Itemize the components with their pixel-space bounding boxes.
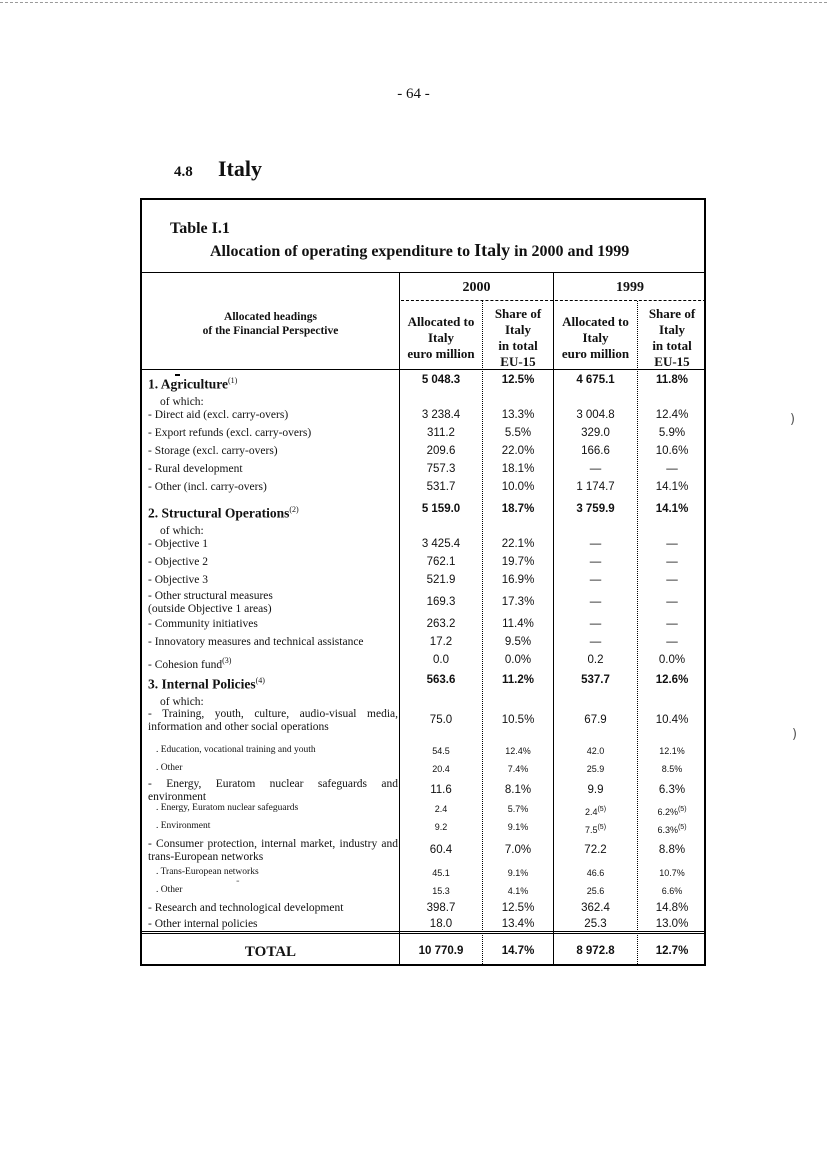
cell-value: 42.0 <box>586 746 605 756</box>
cell-s1 <box>483 918 553 931</box>
allocation-table <box>140 198 706 966</box>
cell-value: 9.9 <box>587 784 604 796</box>
cell-v2 <box>554 618 637 631</box>
cell-v2 <box>554 885 637 898</box>
cell-v1 <box>400 574 482 587</box>
cell-value: 209.6 <box>426 445 456 457</box>
cell-s1 <box>483 844 553 857</box>
cell-s1 <box>483 902 553 915</box>
cell-v1 <box>400 867 482 880</box>
scan-mark: - <box>236 876 240 887</box>
cell-v2 <box>554 918 637 931</box>
cell-value: 12.5% <box>501 374 535 386</box>
cell-value: 14.1% <box>655 503 689 515</box>
cell-v1 <box>400 844 482 857</box>
cell-s2 <box>638 481 706 494</box>
cell-s1 <box>483 481 553 494</box>
share-line: Share of <box>494 306 542 321</box>
cell-value: 521.9 <box>426 574 456 586</box>
cell-value: 169.3 <box>426 596 456 608</box>
cell-v2 <box>554 574 637 587</box>
headings-line-1: Allocated headings <box>224 311 317 323</box>
share-line: EU-15 <box>500 354 536 369</box>
row-label: - Other internal policies <box>148 918 258 930</box>
cell-value: 25.6 <box>586 886 605 896</box>
cell-v2 <box>554 556 637 569</box>
cell-value: — <box>666 618 678 630</box>
total-label: TOTAL <box>244 944 297 960</box>
row-label: . Other <box>156 885 183 895</box>
row-label: . Energy, Euratom nuclear safeguards <box>156 803 299 813</box>
cell-v1 <box>400 714 482 727</box>
cell-s1 <box>483 374 553 387</box>
cell-s2 <box>638 844 706 857</box>
cell-s2 <box>638 714 706 727</box>
cell-s2 <box>638 596 706 609</box>
cell-v2 <box>554 844 637 857</box>
total-alloc-2000: 10 770.9 <box>418 945 464 957</box>
cell-s2 <box>638 763 706 776</box>
cell-value: 17.3% <box>501 596 535 608</box>
cell-s2 <box>638 574 706 587</box>
cell-value: 60.4 <box>429 844 453 856</box>
cell-v2 <box>554 596 637 609</box>
cell-value: 11.6 <box>430 784 452 796</box>
cell-s1 <box>483 803 553 816</box>
cell-s1 <box>483 763 553 776</box>
cell-value: — <box>589 463 602 475</box>
cell-value: — <box>589 556 602 568</box>
cell-value: 2.4 <box>584 807 598 817</box>
row-label: - Other structural measures (outside Objective 1 areas) <box>148 590 273 615</box>
cell-s2 <box>638 745 706 758</box>
cell-v1 <box>400 763 482 776</box>
cell-s2 <box>638 654 706 667</box>
cell-value: 8.1% <box>504 784 532 796</box>
cell-value: 8.5% <box>661 764 683 774</box>
share-line: Italy <box>659 322 685 337</box>
cell-v1 <box>400 445 482 458</box>
cell-v2 <box>554 654 637 667</box>
cell-s1 <box>483 745 553 758</box>
cell-value: 54.5 <box>432 746 450 756</box>
cell-v1 <box>400 481 482 494</box>
cell-v1 <box>400 618 482 631</box>
cell-value: 10.6% <box>655 445 689 457</box>
column-divider-dotted <box>482 301 483 964</box>
cell-value: 12.5% <box>501 902 535 914</box>
cell-s2 <box>638 803 706 819</box>
footnote-marker: (5) <box>597 824 607 831</box>
year-2000: 2000 <box>462 280 491 295</box>
cell-s1 <box>483 618 553 631</box>
cell-s1 <box>483 596 553 609</box>
cell-v2 <box>554 636 637 649</box>
cell-value: 25.3 <box>584 918 607 930</box>
cell-value: 531.7 <box>426 481 456 493</box>
row-label: - Direct aid (excl. carry-overs) <box>148 409 289 421</box>
cell-value: 72.2 <box>584 844 607 856</box>
cell-s1 <box>483 538 553 551</box>
cell-value: 10.7% <box>659 868 685 878</box>
row-label: - Export refunds (excl. carry-overs) <box>148 427 312 439</box>
cell-value: 5 048.3 <box>421 374 461 386</box>
cell-value: 18.7% <box>501 503 535 515</box>
cell-value: 18.1% <box>501 463 535 475</box>
cell-value: 11.4% <box>502 618 534 630</box>
cell-v1 <box>400 654 482 667</box>
total-share-1999: 12.7% <box>655 945 689 957</box>
cell-v2 <box>554 427 637 440</box>
cell-value: 563.6 <box>426 674 456 686</box>
alloc-line: Allocated to <box>562 314 629 329</box>
cell-value: 7.5 <box>584 825 598 835</box>
cell-value: 10.4% <box>655 714 689 726</box>
cell-s2 <box>638 636 706 649</box>
cell-value: 263.2 <box>426 618 456 630</box>
cell-v1 <box>400 463 482 476</box>
row-label: - Objective 3 <box>148 574 209 586</box>
alloc-line: Allocated to <box>407 314 475 329</box>
cell-s1 <box>483 636 553 649</box>
cell-s2 <box>638 821 706 837</box>
table-title-country: Italy <box>474 240 511 260</box>
cell-value: 45.1 <box>432 868 450 878</box>
cell-s1 <box>483 427 553 440</box>
cell-s2 <box>638 784 706 797</box>
table-title-post: in 2000 and 1999 <box>514 243 630 260</box>
of-which-label: of which: <box>160 396 204 408</box>
cell-value: — <box>589 574 602 586</box>
cell-value: 12.4% <box>655 409 689 421</box>
cell-value: 7.0% <box>504 844 532 856</box>
footnote-marker: (4) <box>255 676 265 685</box>
cell-value: 166.6 <box>581 445 610 457</box>
headings-line-2: of the Financial Perspective <box>202 325 339 337</box>
cell-value: 3 238.4 <box>421 409 461 421</box>
cell-value: 0.2 <box>587 654 604 666</box>
cell-s1 <box>483 674 553 687</box>
cell-value: 6.3% <box>657 825 678 835</box>
cell-value: 13.3% <box>501 409 535 421</box>
share-line: EU-15 <box>654 354 690 369</box>
cell-v2 <box>554 463 637 476</box>
cell-value: 9.1% <box>507 868 529 878</box>
cell-v2 <box>554 784 637 797</box>
cell-v1 <box>400 427 482 440</box>
cell-value: 15.3 <box>432 886 450 896</box>
share-1999-header <box>638 306 706 370</box>
cell-value: 20.4 <box>432 764 450 774</box>
cell-v2 <box>554 481 637 494</box>
cell-s2 <box>638 427 706 440</box>
cell-value: 11.2% <box>502 674 534 686</box>
cell-v2 <box>554 538 637 551</box>
cell-v2 <box>554 821 637 837</box>
cell-v1 <box>400 745 482 758</box>
cell-value: — <box>666 636 678 648</box>
cell-value: 19.7% <box>501 556 535 568</box>
share-line: Share of <box>648 306 696 321</box>
cell-v1 <box>400 538 482 551</box>
cell-value: 5.7% <box>507 804 529 814</box>
cell-value: 757.3 <box>426 463 456 475</box>
cell-value: 5 159.0 <box>421 503 461 515</box>
cell-value: — <box>666 538 678 550</box>
total-share-2000: 14.7% <box>501 945 535 957</box>
footnote-marker: (3) <box>222 656 232 665</box>
cell-value: 362.4 <box>581 902 610 914</box>
cell-v2 <box>554 409 637 422</box>
cell-value: — <box>666 463 678 475</box>
category-label: 2. Structural Operations$^{(2)}$ <box>148 505 299 521</box>
scan-mark: ) <box>792 727 798 742</box>
cell-value: 9.5% <box>504 636 532 648</box>
cell-v2 <box>554 867 637 880</box>
cell-v1 <box>400 902 482 915</box>
row-label: . Education, vocational training and youth <box>156 745 316 755</box>
allocated-2000-header <box>400 314 482 362</box>
cell-value: 329.0 <box>581 427 610 439</box>
cell-value: 14.1% <box>655 481 689 493</box>
cell-value: 8.8% <box>658 844 686 856</box>
cell-v1 <box>400 503 482 516</box>
cell-v2 <box>554 714 637 727</box>
cell-value: 12.1% <box>659 746 685 756</box>
cell-v1 <box>400 803 482 816</box>
cell-value: 14.8% <box>655 902 689 914</box>
cell-value: 10.5% <box>501 714 535 726</box>
cell-s1 <box>483 885 553 898</box>
cell-value: — <box>666 596 678 608</box>
cell-s2 <box>638 902 706 915</box>
row-label: - Cohesion fund$^{(3)}$ <box>148 656 232 671</box>
footnote-marker: (1) <box>228 376 238 385</box>
cell-value: 18.0 <box>429 918 453 930</box>
cell-v1 <box>400 918 482 931</box>
table-caption <box>142 200 704 273</box>
cell-v2 <box>554 745 637 758</box>
row-label: - Innovatory measures and technical assistance <box>148 636 364 648</box>
table-title-pre: Allocation of operating expenditure to <box>210 243 471 260</box>
cell-s2 <box>638 618 706 631</box>
category-label: 1. Agriculture$^{(1)}$ <box>148 376 238 392</box>
row-label: - Energy, Euratom nuclear safeguards and environment <box>148 778 398 803</box>
cell-value: 9.2 <box>434 822 448 832</box>
cell-value: 762.1 <box>426 556 456 568</box>
share-line: in total <box>652 338 692 353</box>
cell-value: 3 004.8 <box>576 409 615 421</box>
cell-s2 <box>638 409 706 422</box>
cell-v1 <box>400 374 482 387</box>
cell-value: 22.0% <box>501 445 535 457</box>
cell-value: 67.9 <box>584 714 607 726</box>
cell-v2 <box>554 503 637 516</box>
of-which-label: of which: <box>160 525 204 537</box>
cell-value: 22.1% <box>501 538 535 550</box>
cell-s1 <box>483 556 553 569</box>
row-label: - Training, youth, culture, audio-visual media, information and other social operations <box>148 708 398 733</box>
cell-s2 <box>638 885 706 898</box>
row-label: - Other (incl. carry-overs) <box>148 481 267 493</box>
cell-value: 7.4% <box>507 764 529 774</box>
cell-s1 <box>483 463 553 476</box>
cell-v2 <box>554 902 637 915</box>
row-label: - Rural development <box>148 463 243 475</box>
cell-value: 0.0% <box>504 654 532 666</box>
cell-s1 <box>483 503 553 516</box>
cell-s1 <box>483 784 553 797</box>
footnote-marker: (5) <box>597 806 607 813</box>
cell-v2 <box>554 445 637 458</box>
cell-value: 6.3% <box>658 784 686 796</box>
year-underline <box>401 300 553 301</box>
cell-value: — <box>666 556 678 568</box>
footnote-marker: (2) <box>289 505 299 514</box>
cell-s1 <box>483 821 553 834</box>
cell-s1 <box>483 409 553 422</box>
cell-value: 5.9% <box>658 427 686 439</box>
cell-value: 3 759.9 <box>576 503 615 515</box>
alloc-line: euro million <box>407 346 475 361</box>
cell-value: 46.6 <box>586 868 605 878</box>
of-which-label: of which: <box>160 696 204 708</box>
row-label: . Other <box>156 763 183 773</box>
cell-v1 <box>400 784 482 797</box>
alloc-line: euro million <box>561 346 630 361</box>
cell-value: 13.0% <box>655 918 689 930</box>
cell-value: 398.7 <box>426 902 456 914</box>
cell-v1 <box>400 821 482 834</box>
column-divider-dotted <box>637 301 638 964</box>
cell-s2 <box>638 538 706 551</box>
section-title: Italy <box>218 156 262 181</box>
cell-s2 <box>638 445 706 458</box>
cell-s1 <box>483 445 553 458</box>
cell-v1 <box>400 636 482 649</box>
cell-s2 <box>638 463 706 476</box>
row-label: - Objective 1 <box>148 538 209 550</box>
cell-value: 2.4 <box>434 804 448 814</box>
cell-s1 <box>483 654 553 667</box>
total-separator <box>142 931 704 934</box>
cell-s1 <box>483 714 553 727</box>
year-underline <box>555 300 706 301</box>
cell-v2 <box>554 803 637 819</box>
cell-value: 0.0% <box>658 654 686 666</box>
cell-value: 10.0% <box>501 481 535 493</box>
table-title <box>210 240 629 261</box>
footnote-marker: (5) <box>677 806 687 813</box>
row-label: - Community initiatives <box>148 618 258 630</box>
alloc-line: Italy <box>428 330 454 345</box>
scan-top-line <box>0 2 827 4</box>
share-line: Italy <box>505 322 531 337</box>
cell-value: 13.4% <box>501 918 535 930</box>
cell-v2 <box>554 674 637 687</box>
cell-value: 4.1% <box>507 886 529 896</box>
section-heading <box>174 156 262 182</box>
cell-value: 4 675.1 <box>576 374 615 386</box>
cell-value: 6.6% <box>661 886 683 896</box>
row-label: . Trans-European networks <box>156 867 259 877</box>
cell-s1 <box>483 574 553 587</box>
footnote-marker: (5) <box>677 824 687 831</box>
page-number: - 64 - <box>397 86 430 102</box>
cell-value: 537.7 <box>581 674 610 686</box>
cell-value: 12.6% <box>655 674 689 686</box>
cell-value: — <box>666 574 678 586</box>
cell-s2 <box>638 374 706 387</box>
cell-value: 3 425.4 <box>421 538 461 550</box>
cell-value: 12.4% <box>505 746 531 756</box>
cell-value: — <box>589 618 602 630</box>
cell-value: 25.9 <box>586 764 605 774</box>
row-label: . Environment <box>156 821 211 831</box>
cell-v1 <box>400 596 482 609</box>
cell-s2 <box>638 867 706 880</box>
cell-v1 <box>400 674 482 687</box>
cell-value: 11.8% <box>656 374 688 386</box>
cell-value: 0.0 <box>433 654 449 666</box>
cell-s2 <box>638 556 706 569</box>
alloc-line: Italy <box>582 330 609 345</box>
cell-s2 <box>638 918 706 931</box>
cell-s2 <box>638 674 706 687</box>
cell-v1 <box>400 556 482 569</box>
row-label: - Storage (excl. carry-overs) <box>148 445 278 457</box>
cell-v2 <box>554 763 637 776</box>
cell-value: 17.2 <box>429 636 453 648</box>
cell-v1 <box>400 409 482 422</box>
table-label: Table I.1 <box>170 220 230 237</box>
row-label: - Research and technological development <box>148 902 344 914</box>
share-line: in total <box>498 338 538 353</box>
row-label: - Objective 2 <box>148 556 209 568</box>
year-1999: 1999 <box>616 280 644 295</box>
cell-value: — <box>589 636 602 648</box>
cell-s1 <box>483 867 553 880</box>
cell-value: 75.0 <box>429 714 453 726</box>
cell-value: — <box>589 596 602 608</box>
cell-value: 311.2 <box>427 427 455 439</box>
allocated-1999-header <box>554 314 637 362</box>
share-2000-header <box>483 306 553 370</box>
cell-v2 <box>554 374 637 387</box>
total-alloc-1999: 8 972.8 <box>576 945 615 957</box>
header-separator <box>142 369 704 370</box>
category-label: 3. Internal Policies$^{(4)}$ <box>148 676 265 692</box>
cell-value: 1 174.7 <box>576 481 615 493</box>
cell-value: 5.5% <box>504 427 532 439</box>
cell-v1 <box>400 885 482 898</box>
cell-s2 <box>638 503 706 516</box>
cell-value: 16.9% <box>501 574 535 586</box>
headings-column-header <box>142 310 399 338</box>
section-number: 4.8 <box>174 164 193 180</box>
row-label: - Consumer protection, internal market, industry and trans-European networks <box>148 838 398 863</box>
cell-value: 9.1% <box>507 822 529 832</box>
cell-value: — <box>589 538 602 550</box>
scan-mark: ) <box>790 412 796 427</box>
cell-value: 6.2% <box>657 807 678 817</box>
